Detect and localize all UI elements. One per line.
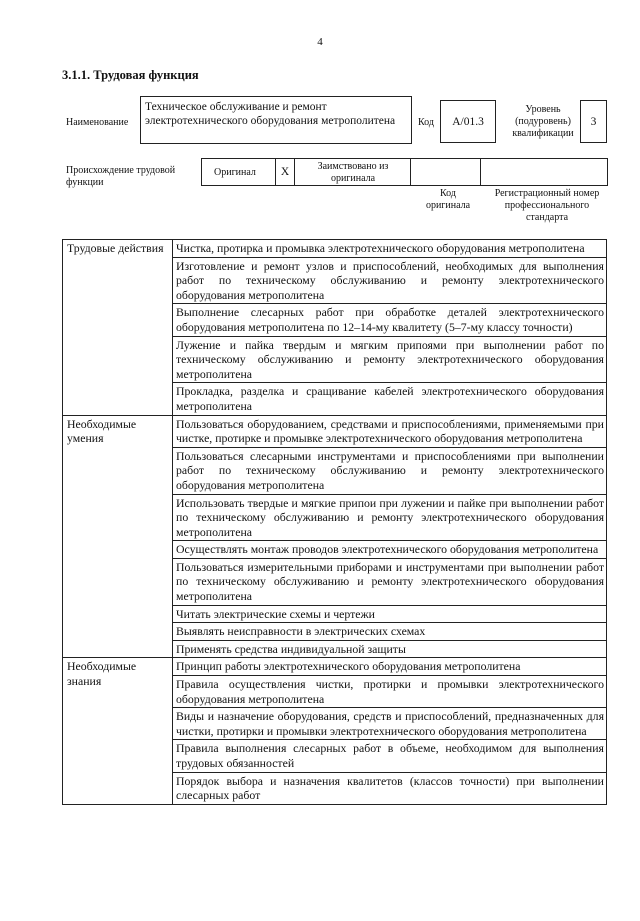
item-cell: Прокладка, разделка и сращивание кабелей электротехнического оборудования метрополитена: [173, 383, 607, 415]
item-cell: Выявлять неисправности в электрических схемах: [173, 623, 607, 641]
item-cell: Чистка, протирка и промывка электротехнического оборудования метрополитена: [173, 240, 607, 258]
original-mark: X: [280, 166, 290, 178]
item-cell: Использовать твердые и мягкие припои при лужении и пайке при выполнении работ по техническому обслуживанию и ремонту электротехнического оборудования метрополитена: [173, 494, 607, 541]
origin-divider-2: [294, 159, 295, 185]
origin-label: Происхождение трудовой функции: [66, 165, 176, 188]
name-label: Наименование: [66, 117, 129, 128]
item-cell: Читать электрические схемы и чертежи: [173, 605, 607, 623]
code-label: Код: [418, 117, 434, 128]
item-cell: Осуществлять монтаж проводов электротехнического оборудования метрополитена: [173, 541, 607, 559]
origin-row: [201, 158, 608, 186]
name-value: Техническое обслуживание и ремонт электротехнического оборудования метрополитена: [145, 101, 396, 127]
code-value: A/01.3: [452, 116, 484, 128]
name-value-box: [140, 96, 412, 144]
category-cell: Необходимые знания: [63, 658, 173, 804]
table-row: [63, 658, 607, 676]
item-cell: Правила выполнения слесарных работ в объеме, необходимом для выполнения трудовых обязанностей: [173, 740, 607, 772]
reg-number-label: Регистрационный номер профессионального стандарта: [494, 188, 600, 223]
borrowed-label: Заимствовано из оригинала: [317, 161, 389, 184]
item-cell: Принцип работы электротехнического оборудования метрополитена: [173, 658, 607, 676]
item-cell: Изготовление и ремонт узлов и приспособлений, необходимых для выполнения работ по техническому обслуживанию и ремонту электротехнического оборудования метрополитена: [173, 257, 607, 304]
category-cell: Трудовые действия: [63, 240, 173, 416]
item-cell: Пользоваться измерительными приборами и инструментами при выполнении работ по техническому обслуживанию и ремонту электротехнического оборудования метрополитена: [173, 558, 607, 605]
item-cell: Применять средства индивидуальной защиты: [173, 640, 607, 658]
item-cell: Выполнение слесарных работ при обработке деталей электротехнического оборудования метрополитена по 12–14-му квалитету (5–7-му классу точности): [173, 304, 607, 336]
page-number: 4: [317, 36, 323, 48]
level-value-box: [580, 100, 607, 143]
item-cell: Пользоваться оборудованием, средствами и приспособлениями, применяемыми при чистке, протирке и промывке электротехнического оборудования метрополитена: [173, 415, 607, 447]
item-cell: Правила осуществления чистки, протирки и промывки электротехнического оборудования метрополитена: [173, 676, 607, 708]
code-value-box: [440, 100, 496, 143]
item-cell: Лужение и пайка твердым и мягким припоями при выполнении работ по техническому обслуживанию и ремонту электротехнического оборудования метрополитена: [173, 336, 607, 383]
origin-divider-3: [410, 159, 411, 185]
original-label: Оригинал: [214, 167, 256, 178]
origin-divider-1: [275, 159, 276, 185]
function-details-table: [62, 239, 607, 805]
item-cell: Порядок выбора и назначения квалитетов (классов точности) при выполнении слесарных работ: [173, 772, 607, 804]
origin-divider-4: [480, 159, 481, 185]
level-value: 3: [590, 116, 597, 128]
code-original-label: Код оригинала: [425, 188, 471, 211]
level-label: Уровень (подуровень) квалификации: [512, 104, 574, 139]
section-title: 3.1.1. Трудовая функция: [62, 68, 199, 82]
table-row: [63, 240, 607, 258]
item-cell: Пользоваться слесарными инструментами и приспособлениями при выполнении работ по техническому обслуживанию и ремонту электротехнического оборудования метрополитена: [173, 447, 607, 494]
table-row: [63, 415, 607, 447]
category-cell: Необходимые умения: [63, 415, 173, 658]
item-cell: Виды и назначение оборудования, средств и приспособлений, предназначенных для чистки, протирки и промывки электротехнического оборудования метрополитена: [173, 708, 607, 740]
